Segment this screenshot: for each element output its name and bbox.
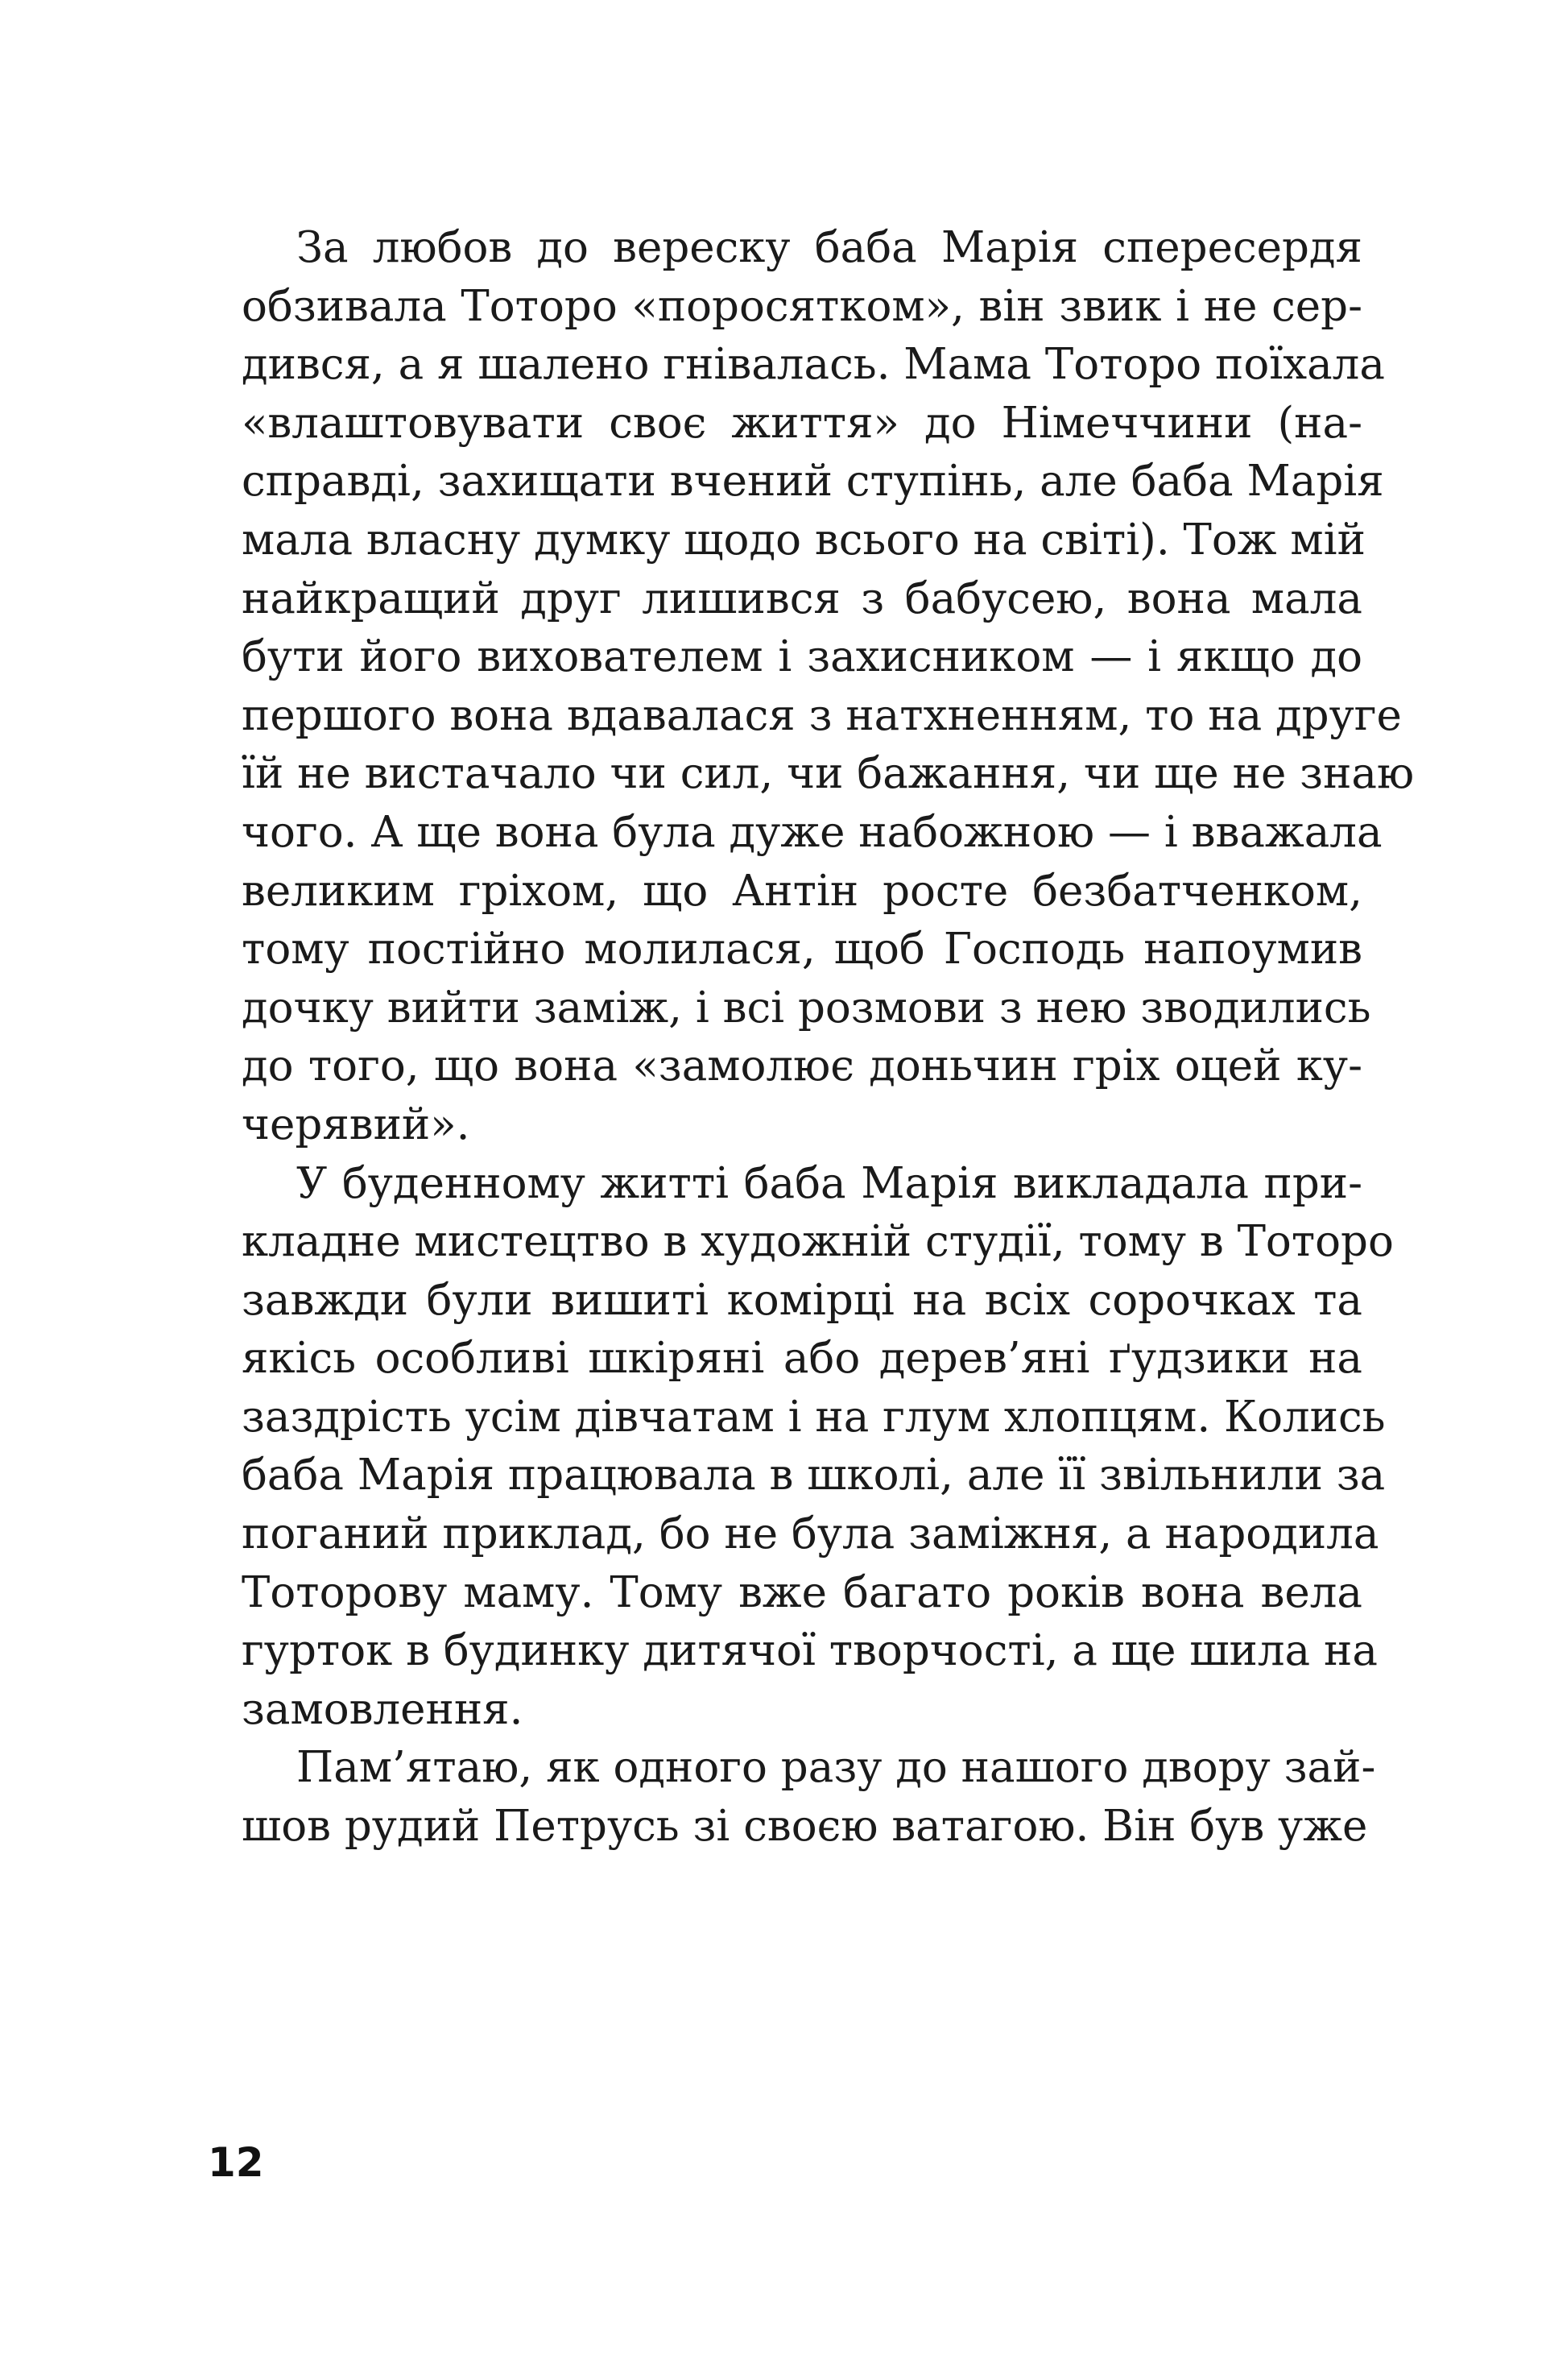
text-line: замовлення. xyxy=(242,1684,523,1734)
text-line: У буденному житті баба Марія викладала при- xyxy=(296,1158,1362,1208)
text-line: тому постійно молилася, щоб Господь напоумив xyxy=(242,925,1362,975)
text-line: поганий приклад, бо не була заміжня, а народила xyxy=(242,1509,1379,1559)
text-line: найкращий друг лишився з бабусею, вона мала xyxy=(242,573,1362,623)
text-line: За любов до вереску баба Марія спересердя xyxy=(296,223,1362,272)
text-line: заздрість усім дівчатам і на глум хлопцям. Колись xyxy=(242,1392,1386,1442)
text-line: до того, що вона «замолює доньчин гріх оцей ку- xyxy=(242,1041,1362,1091)
text-line: обзивала Тоторо «поросятком», він звик і не сер- xyxy=(242,281,1362,331)
text-line: чого. А ще вона була дуже набожною — і вважала xyxy=(242,807,1383,857)
text-line: завжди були вишиті комірці на всіх сорочках та xyxy=(242,1275,1362,1325)
text-line: кладне мистецтво в художній студії, тому в Тоторо xyxy=(242,1217,1394,1267)
text-line: їй не вистачало чи сил, чи бажання, чи ще не знаю xyxy=(242,749,1415,799)
text-line: баба Марія працювала в школі, але її звільнили за xyxy=(242,1451,1386,1500)
text-line: якісь особливі шкіряні або дерев’яні ґудзики на xyxy=(242,1334,1362,1384)
text-line: великим гріхом, що Антін росте безбатченком, xyxy=(242,866,1362,916)
text-line: шов рудий Петрусь зі своєю ватагою. Він був уже xyxy=(242,1802,1368,1852)
text-line: гурток в будинку дитячої творчості, а ще шила на xyxy=(242,1626,1378,1676)
page-number: 12 xyxy=(208,2139,264,2186)
text-line: черявий». xyxy=(242,1099,470,1149)
text-line: «влаштовувати своє життя» до Німеччини (на- xyxy=(242,398,1362,448)
text-line: дився, а я шалено гнівалась. Мама Тоторо поїхала xyxy=(242,340,1385,390)
text-line: справді, захищати вчений ступінь, але баба Марія xyxy=(242,457,1384,507)
text-line: дочку вийти заміж, і всі розмови з нею зводились xyxy=(242,983,1371,1033)
text-line: бути його вихователем і захисником — і якщо до xyxy=(242,632,1362,682)
text-line: Пам’ятаю, як одного разу до нашого двору зай- xyxy=(296,1743,1376,1793)
body-text xyxy=(242,219,1415,1856)
text-line: Тоторову маму. Тому вже багато років вона вела xyxy=(242,1567,1362,1617)
text-line: першого вона вдавалася з натхненням, то на друге xyxy=(242,690,1402,740)
text-line: мала власну думку щодо всього на світі). Тож мій xyxy=(242,515,1366,565)
